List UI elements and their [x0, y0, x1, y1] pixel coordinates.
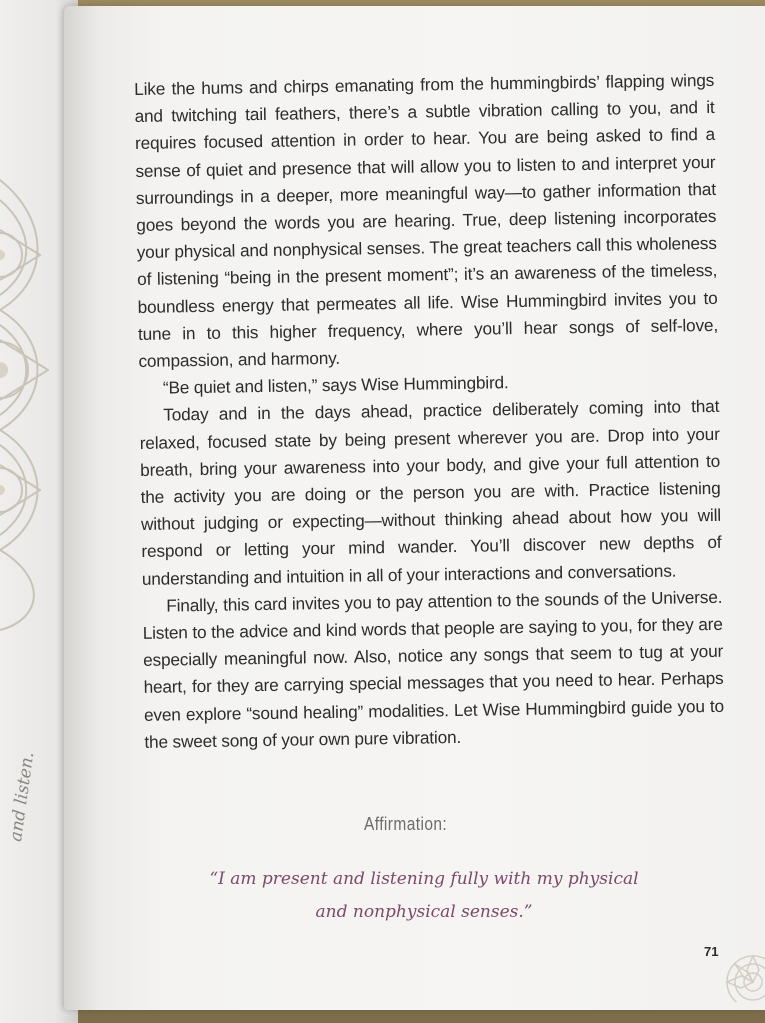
mandala-ornament-icon [0, 160, 60, 640]
page-number: 71 [704, 944, 719, 959]
corner-mandala-icon [713, 942, 765, 1002]
affirmation-line-1: “I am present and listening fully with my physical [209, 869, 639, 889]
paragraph-4: Finally, this card invites you to pay attention to the sounds of the Universe. Listen to the advice and kind words that people are saying to you, for they are especially meaningful now. Also, notice any songs that seem to tug at your heart, for they are carrying special messages that you need to hear. Perhaps even explore “sound healing” modalities. Let Wise Hummingbird guide you to the sweet song of your own pure vibration. [142, 586, 725, 752]
affirmation-quote [184, 863, 664, 929]
right-page [64, 6, 765, 1010]
affirmation-line-2: and nonphysical senses.” [315, 902, 533, 922]
paragraph-1: Like the hums and chirps emanating from the hummingbirds’ flapping wings and twitching tail feathers, there’s a subtle vibration calling to you, and it requires focused attention in order to hear. You are being asked to find a sense of quiet and presence that will allow you to listen to and interpret your surroundings in a deeper, more meaningful way—to gather information that goes beyond the words you are hearing. True, deep listening incorporates your physical and nonphysical senses. The great teachers call this wholeness of listening “being in the present moment”; it’s an awareness of the timeless, boundless energy that permeates all life. Wise Hummingbird invites you to tune in to this higher frequency, where you’ll hear songs of self-love, compassion, and harmony. [134, 69, 719, 371]
affirmation-heading: Affirmation: [364, 814, 448, 834]
body-text [134, 67, 725, 756]
paragraph-3: Today and in the days ahead, practice deliberately coming into that relaxed, focused state by being present wherever you are. Drop into your breath, bring your awareness into your body, and give your full attention to the activity you are doing or the person you are with. Practice listening without judging or expecting—without thinking ahead about how you will respond or letting your mind wander. You’ll discover new depths of understanding and intuition in all of your interactions and conversations. [139, 396, 722, 589]
left-page-caption: and listen. [6, 750, 39, 843]
paragraph-2: “Be quiet and listen,” says Wise Hummingbird. [162, 372, 509, 398]
